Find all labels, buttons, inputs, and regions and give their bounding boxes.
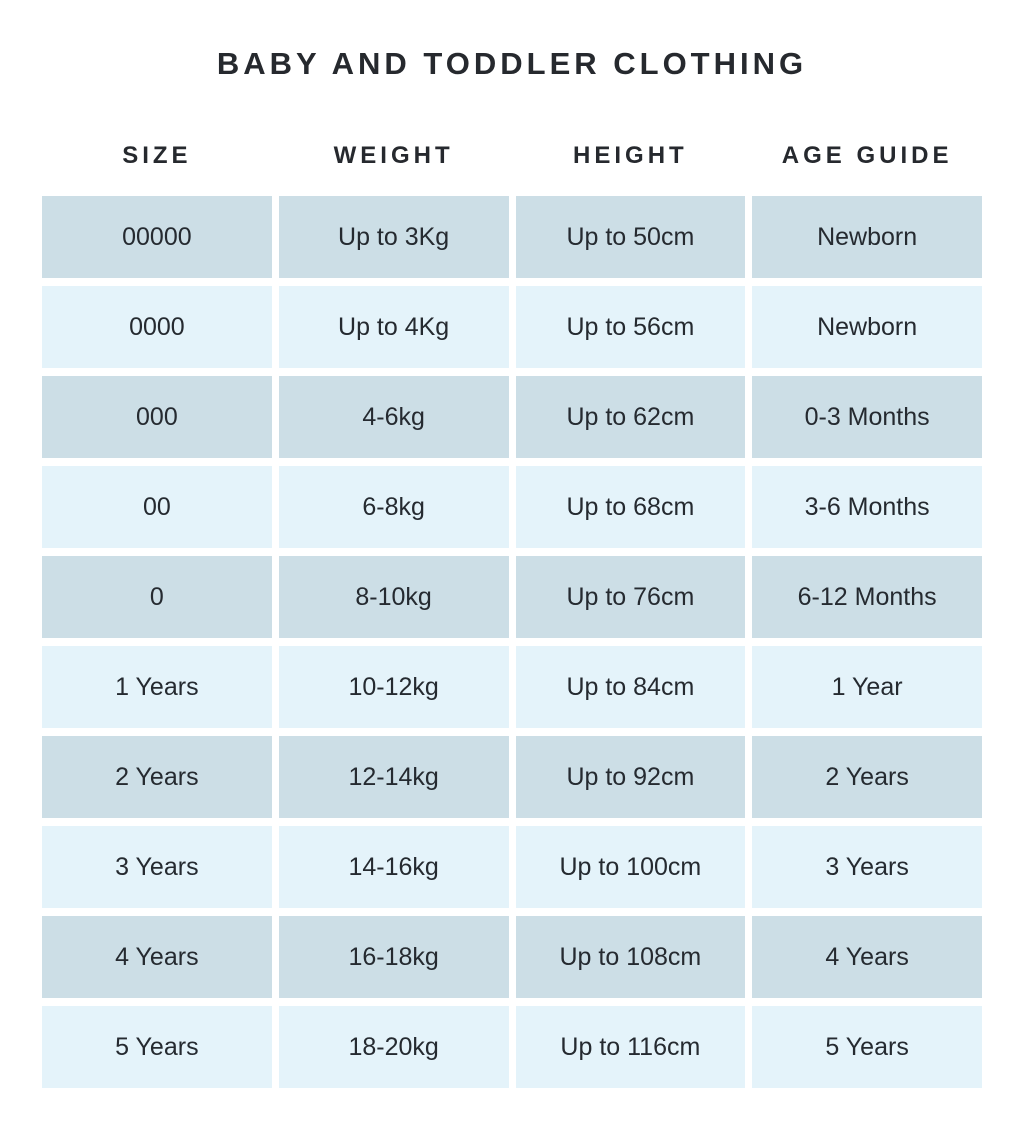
column-header-height: HEIGHT [573,142,688,169]
table-cell: 5 Years [42,1006,272,1088]
table-cell: 3 Years [42,826,272,908]
table-cell: 5 Years [752,1006,982,1088]
page-title: BABY AND TODDLER CLOTHING [216,46,808,81]
column-header-weight: WEIGHT [333,142,454,169]
table-cell: Up to 56cm [516,286,746,368]
table-cell: Newborn [752,196,982,278]
table-cell: Up to 116cm [516,1006,746,1088]
table-cell: 6-12 Months [752,556,982,638]
table-cell: 0000 [42,286,272,368]
table-cell: 3-6 Months [752,466,982,548]
table-cell: 4-6kg [279,376,509,458]
table-cell: Up to 68cm [516,466,746,548]
table-cell: 00000 [42,196,272,278]
size-table [42,196,982,1088]
table-cell: 3 Years [752,826,982,908]
table-cell: 2 Years [752,736,982,818]
table-cell: 0 [42,556,272,638]
table-header-row [42,142,982,170]
table-cell: 2 Years [42,736,272,818]
table-cell: Up to 108cm [516,916,746,998]
table-cell: 10-12kg [279,646,509,728]
column-header-age-guide: AGE GUIDE [781,142,953,169]
table-cell: 18-20kg [279,1006,509,1088]
table-cell: Up to 100cm [516,826,746,908]
table-cell: 8-10kg [279,556,509,638]
table-cell: 14-16kg [279,826,509,908]
table-cell: 6-8kg [279,466,509,548]
table-cell: Up to 62cm [516,376,746,458]
column-header-size: SIZE [122,142,192,169]
table-cell: Up to 50cm [516,196,746,278]
table-cell: Newborn [752,286,982,368]
table-cell: Up to 4Kg [279,286,509,368]
table-cell: 16-18kg [279,916,509,998]
table-cell: 0-3 Months [752,376,982,458]
table-cell: 00 [42,466,272,548]
table-cell: Up to 3Kg [279,196,509,278]
table-cell: 12-14kg [279,736,509,818]
table-cell: 4 Years [752,916,982,998]
table-cell: 1 Years [42,646,272,728]
table-cell: 000 [42,376,272,458]
table-cell: Up to 84cm [516,646,746,728]
table-cell: Up to 92cm [516,736,746,818]
table-cell: 1 Year [752,646,982,728]
table-cell: 4 Years [42,916,272,998]
table-cell: Up to 76cm [516,556,746,638]
